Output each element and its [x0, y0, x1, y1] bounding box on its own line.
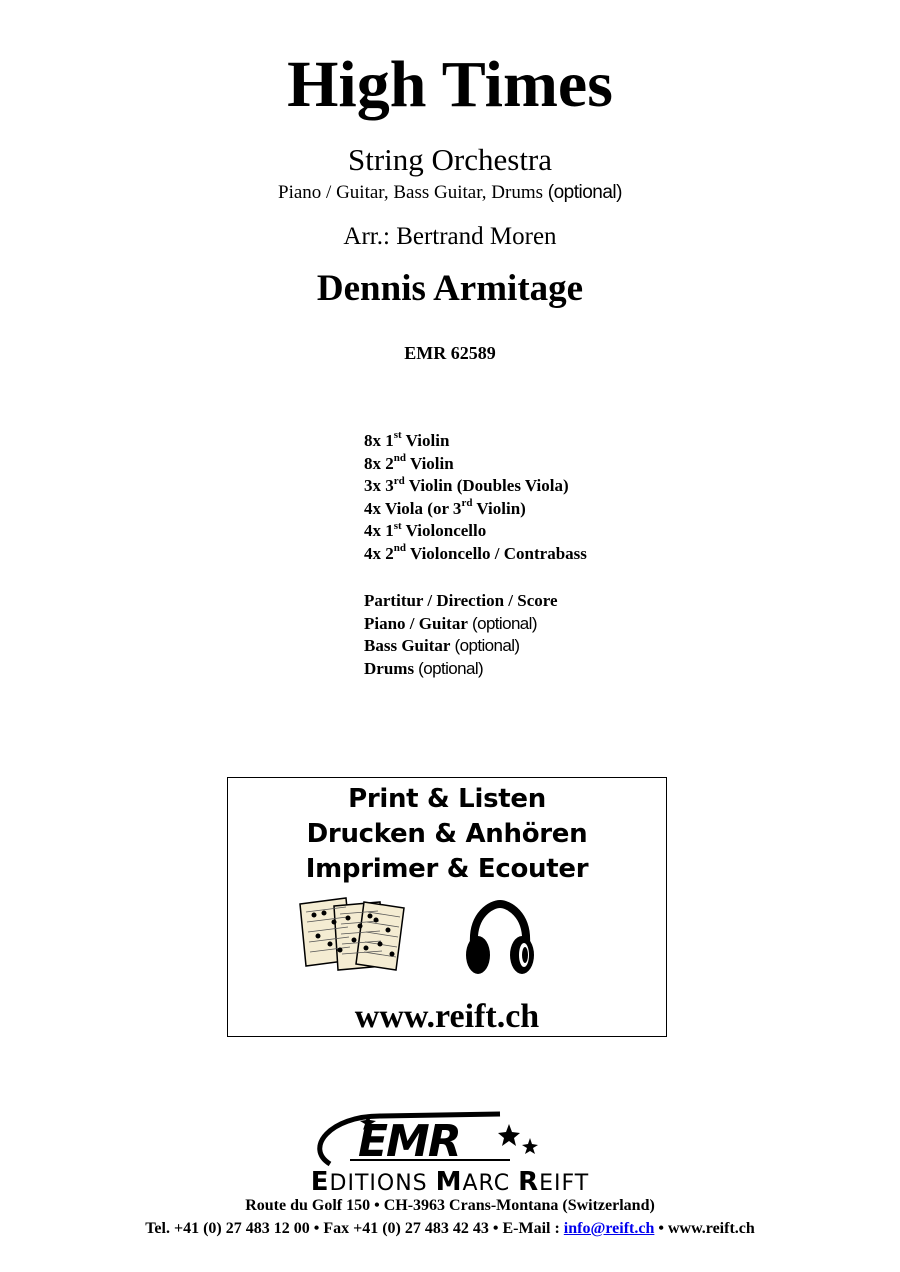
- score-title: High Times: [287, 48, 613, 121]
- promo-url[interactable]: www.reift.ch: [354, 998, 540, 1035]
- extra-line: Drums (optional): [364, 658, 484, 678]
- promo-line-en: Print & Listen: [348, 784, 546, 814]
- logo-text: EMR: [358, 1116, 460, 1167]
- part-line: 4x 2nd Violoncello / Contrabass: [364, 542, 587, 563]
- extra-line: Piano / Guitar (optional): [364, 613, 537, 633]
- emr-logo: [310, 1110, 590, 1168]
- instrumentation-text: Piano / Guitar, Bass Guitar, Drums: [278, 182, 543, 203]
- sheet-music-icon: [298, 896, 416, 972]
- headphones-icon: [464, 900, 536, 980]
- part-line: 4x Viola (or 3rd Violin): [364, 497, 526, 518]
- part-line: 8x 1st Violin: [364, 429, 450, 450]
- part-line: 3x 3rd Violin (Doubles Viola): [364, 474, 569, 496]
- composer-name: Dennis Armitage: [316, 268, 584, 309]
- promo-line-fr: Imprimer & Ecouter: [305, 854, 589, 884]
- print-listen-box[interactable]: [227, 777, 667, 1037]
- publisher-name: EDITIONS MARC REIFT: [310, 1167, 590, 1197]
- publisher-address: Route du Golf 150 • CH-3963 Crans-Montana (Switzerland): [245, 1197, 655, 1214]
- part-line: 4x 1st Violoncello: [364, 519, 487, 541]
- ensemble-subtitle: String Orchestra: [347, 142, 553, 177]
- email-link[interactable]: info@reift.ch: [563, 1220, 655, 1237]
- arranger-credit: Arr.: Bertrand Moren: [343, 223, 557, 250]
- promo-line-de: Drucken & Anhören: [306, 819, 588, 849]
- extra-line: Bass Guitar (optional): [364, 636, 520, 656]
- extra-line: Partitur / Direction / Score: [364, 591, 558, 610]
- extras-list: [364, 590, 558, 680]
- catalog-code: EMR 62589: [404, 343, 496, 363]
- instrumentation-optional: (optional): [547, 182, 622, 203]
- instrumentation-line: [0, 183, 900, 202]
- parts-list: [364, 430, 587, 566]
- publisher-contact: Tel. +41 (0) 27 483 12 00 • Fax +41 (0) 27 483 42 43 • E-Mail : info@reift.ch • www.reift.ch: [145, 1220, 755, 1237]
- part-line: 8x 2nd Violin: [364, 451, 454, 473]
